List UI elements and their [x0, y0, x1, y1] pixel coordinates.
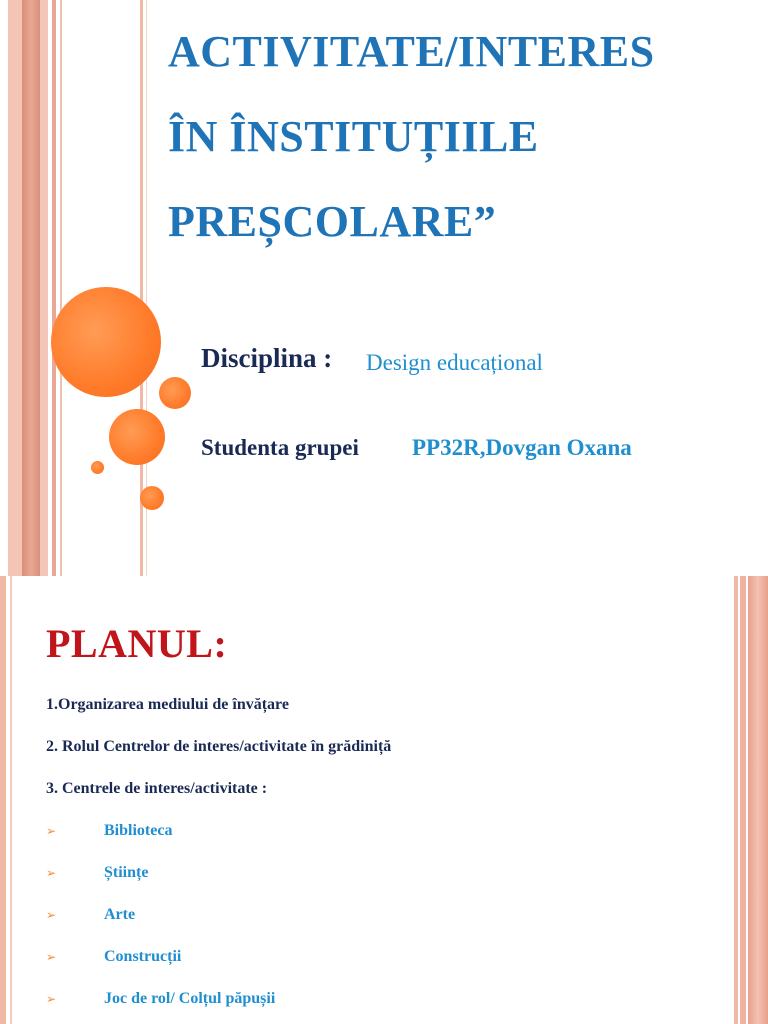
decor-stripe	[740, 576, 746, 1024]
decor-circle-large	[51, 287, 161, 397]
arrow-bullet-icon: ➢	[46, 824, 57, 838]
plan-item-3: 3. Centrele de interes/activitate :	[46, 780, 268, 797]
discipline-label: Disciplina :	[201, 343, 333, 373]
plan-item-1: 1.Organizarea mediului de învățare	[46, 696, 289, 713]
sub-item-arte: Arte	[104, 906, 136, 923]
discipline-value: Design educațional	[366, 350, 543, 375]
plan-item-2: 2. Rolul Centrelor de interes/activitate în grădiniță	[46, 738, 392, 755]
sub-item-biblioteca: Biblioteca	[104, 822, 173, 839]
decor-stripe	[52, 0, 56, 576]
decor-stripe	[40, 0, 48, 576]
arrow-bullet-icon: ➢	[46, 866, 57, 880]
student-label: Studenta grupei	[201, 435, 359, 460]
decor-circle	[159, 377, 191, 409]
decor-stripe	[8, 0, 22, 576]
sub-item-joc-de-rol: Joc de rol/ Colțul păpușii	[104, 990, 276, 1007]
arrow-bullet-icon: ➢	[46, 908, 57, 922]
arrow-bullet-icon: ➢	[46, 950, 57, 964]
plan-heading: PLANUL:	[46, 621, 228, 666]
sub-item-stiinte: Științe	[104, 864, 149, 881]
decor-stripe	[748, 576, 768, 1024]
slide-title-line-3: PREȘCOLARE”	[168, 197, 497, 246]
decor-stripe	[0, 576, 6, 1024]
decor-stripe	[10, 576, 12, 1024]
decor-stripe	[734, 576, 738, 1024]
decor-stripe	[22, 0, 40, 576]
arrow-bullet-icon: ➢	[46, 992, 57, 1006]
sub-item-constructii: Construcții	[104, 948, 182, 965]
student-value: PP32R,Dovgan Oxana	[412, 435, 632, 460]
decor-circle	[91, 461, 104, 474]
decor-circle	[109, 409, 165, 465]
slide-title-line-1: ACTIVITATE/INTERES	[168, 27, 655, 76]
slide-title-line-2: ÎN ÎNSTITUȚIILE	[168, 112, 539, 161]
decor-stripe	[60, 0, 62, 576]
plan-slide	[0, 576, 768, 1024]
decor-circle	[140, 486, 164, 510]
